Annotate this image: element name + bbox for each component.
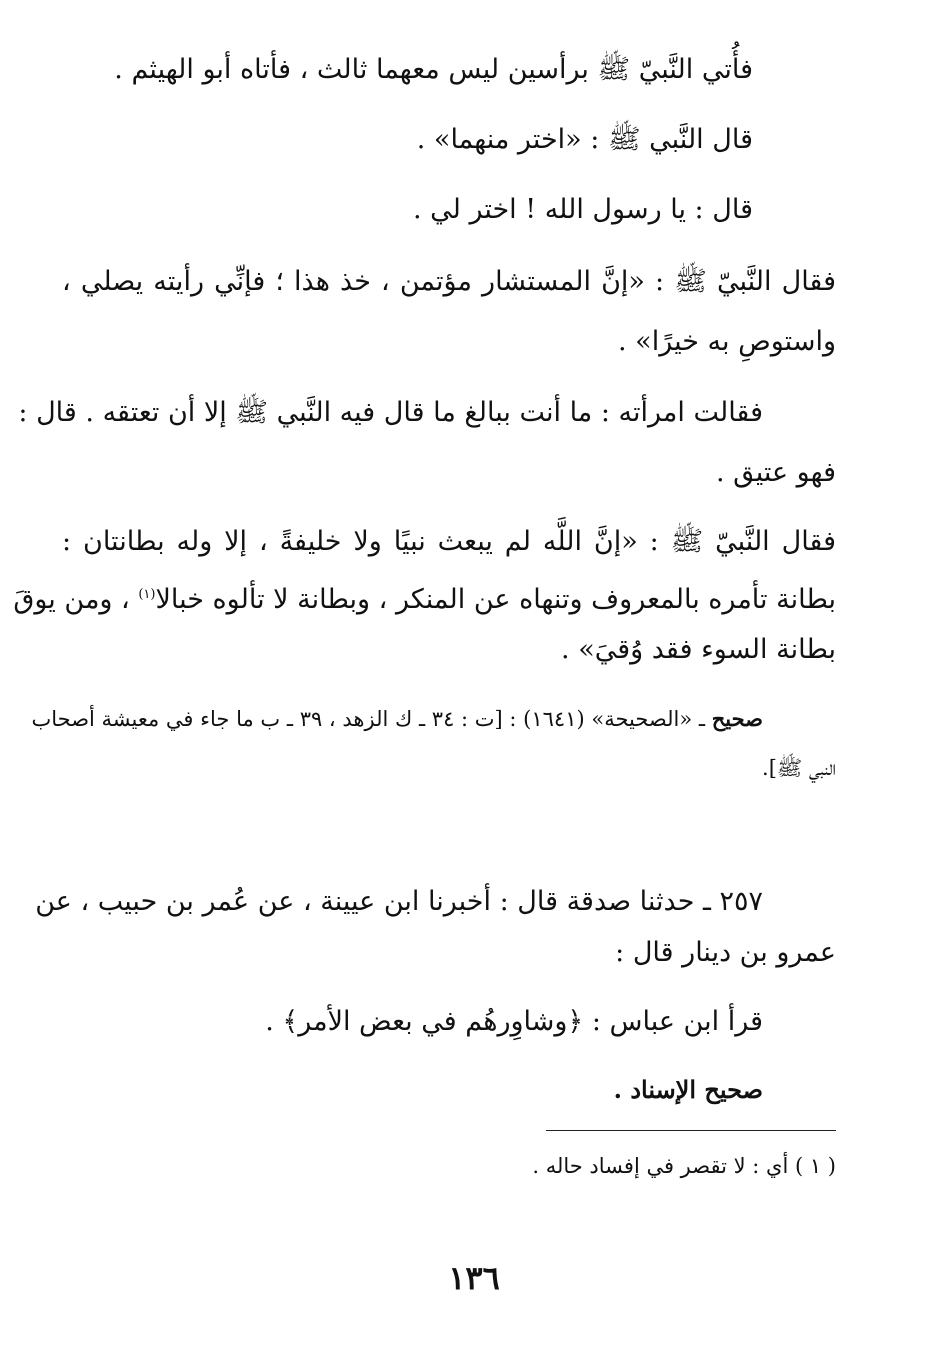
footnote-text: ( ١ ) أي : لا تقصر في إفساد حاله . <box>532 1154 836 1178</box>
text-line: ٢٥٧ ـ حدثنا صدقة قال : أخبرنا ابن عيينة ، عن عُمر بن حبيب ، عن <box>35 886 763 917</box>
page-number: ١٣٦ <box>448 1259 500 1297</box>
text-line: بطانة السوء فقد وُقيَ» . <box>561 634 836 665</box>
text-segment: بطانة تأمره بالمعروف وتنهاه عن المنكر ، وبطانة لا تألوه خبالا <box>155 584 836 615</box>
text-line: قال النَّبي ﷺ : «اختر منهما» . <box>416 124 753 155</box>
text-line: قرأ ابن عباس : ﴿وشاوِرهُم في بعض الأمر﴾ . <box>265 1006 763 1037</box>
grading-line: صحيح الإسناد . <box>613 1075 763 1104</box>
grading-line: النبي ﷺ]. <box>762 756 836 780</box>
text-line: فقال النَّبيّ ﷺ : «إنَّ المستشار مؤتمن ، خذ هذا ؛ فإنِّي رأيته يصلي ، <box>62 266 836 297</box>
grading-label: صحيح <box>711 706 763 731</box>
grading-text: ـ «الصحيحة» (١٦٤١) : [ت : ٣٤ ـ ك الزهد ، ٣٩ ـ ب ما جاء في معيشة أصحاب <box>31 707 712 731</box>
footnote-separator <box>546 1130 836 1131</box>
text-line: فهو عتيق . <box>716 457 836 488</box>
text-line: قال : يا رسول الله ! اختر لي . <box>412 194 753 225</box>
footnote-marker: (١) <box>138 587 156 602</box>
text-line <box>13 575 836 620</box>
grading-line <box>31 703 763 735</box>
text-line: فقال النَّبيّ ﷺ : «إنَّ اللَّه لم يبعث نبيًا ولا خليفةً ، إلا وله بطانتان : <box>62 526 836 557</box>
text-line: فأُتي النَّبيّ ﷺ برأسين ليس معهما ثالث ، فأتاه أبو الهيثم . <box>114 54 753 85</box>
text-segment: ، ومن يوقَ <box>13 584 139 615</box>
text-line: فقالت امرأته : ما أنت ببالغ ما قال فيه النَّبي ﷺ إلا أن تعتقه . قال : <box>18 397 763 428</box>
text-line: واستوصِ به خيرًا» . <box>618 326 836 357</box>
text-line: عمرو بن دينار قال : <box>615 937 836 968</box>
